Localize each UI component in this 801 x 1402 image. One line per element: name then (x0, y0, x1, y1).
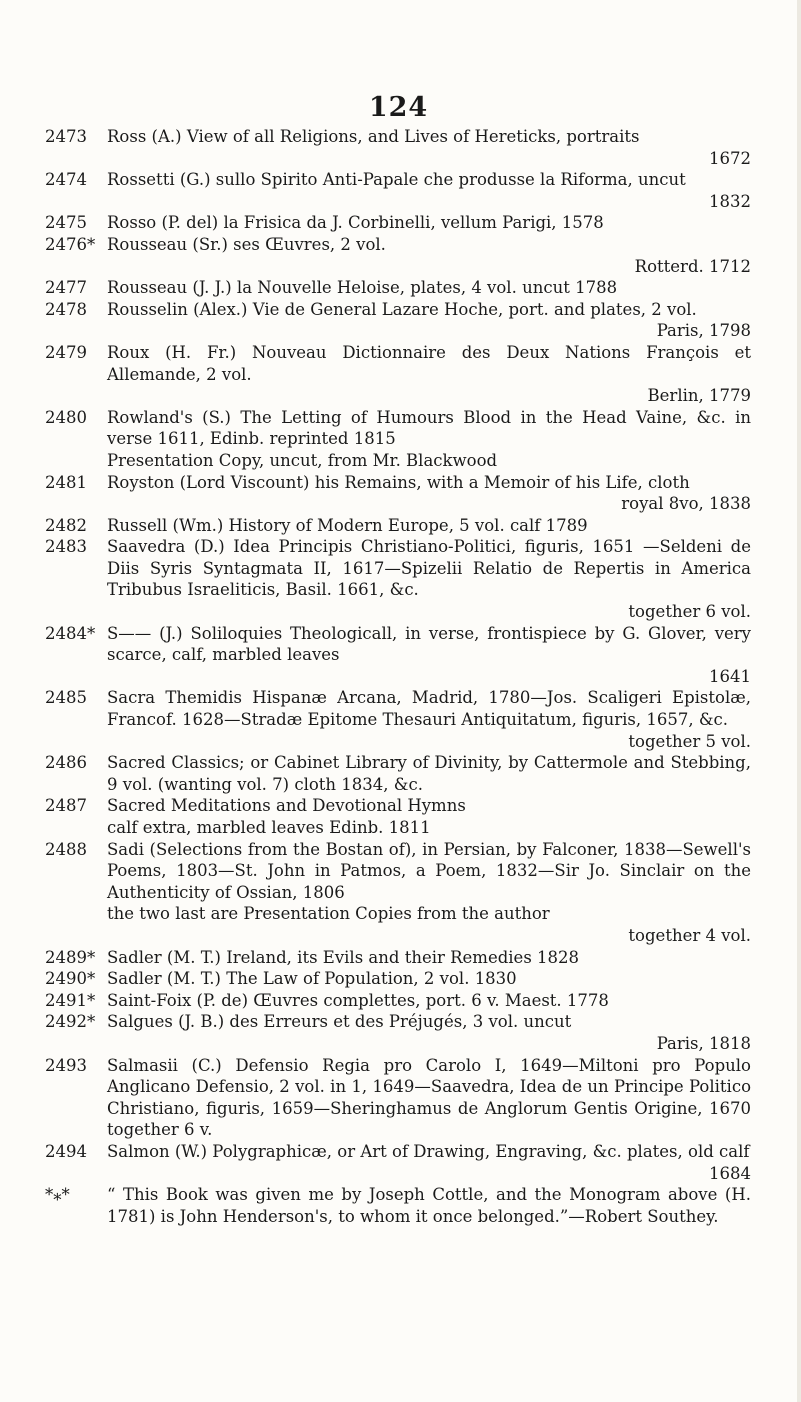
catalogue-entries (45, 126, 751, 1227)
entry-line: Rousseau (Sr.) ses Œuvres, 2 vol. (107, 234, 386, 254)
entry-number: 2473 (45, 127, 87, 146)
catalogue-entry (45, 839, 751, 947)
entry-line: Saavedra (D.) Idea Principis Christiano-Politici, figuris, 1651 —Seldeni de Diis Syris Syntagmata II, 1617—Spizelii Relatio de Repertis in America Tribubus Israeliticis, Basil. 1661, &c. (107, 537, 751, 600)
entry-number: 2484* (45, 623, 96, 643)
catalogue-entry (45, 968, 751, 990)
entry-number: 2492* (45, 1012, 96, 1032)
entry-line: Sacra Themidis Hispanæ Arcana, Madrid, 1780—Jos. Scaligeri Epistolæ, Francof. 1628—Stradæ Epitome Thesauri Antiquitatum, figuris, 1657, &c. (107, 688, 751, 730)
entry-number: 2485 (45, 688, 87, 708)
entry-number: 2478 (45, 299, 87, 319)
entry-line: the two last are Presentation Copies from the author (107, 904, 550, 924)
entry-line: 1684 (709, 1163, 751, 1183)
entry-text (107, 752, 751, 795)
entry-number: 2487 (45, 796, 87, 816)
entry-text (107, 234, 751, 277)
catalogue-entry (45, 234, 751, 277)
entry-text (107, 126, 751, 169)
entry-line: Sacred Classics; or Cabinet Library of Divinity, by Cattermole and Stebbing, 9 vol. (wanting vol. 7) cloth 1834, &c. (107, 753, 751, 794)
entry-line: 1641 (709, 666, 751, 686)
entry-number: 2483 (45, 537, 87, 557)
catalogue-entry (45, 472, 751, 515)
entry-text (107, 947, 751, 969)
catalogue-entry (45, 277, 751, 299)
entry-line: Presentation Copy, uncut, from Mr. Blackwood (107, 450, 498, 470)
catalogue-entry (45, 990, 751, 1012)
entry-text (107, 623, 751, 688)
entry-text (107, 687, 751, 752)
catalogue-entry (45, 1055, 751, 1141)
entry-line: Rossetti (G.) sullo Spirito Anti-Papale che produsse la Riforma, uncut (107, 170, 686, 190)
catalogue-entry (45, 169, 751, 212)
entry-line: Saint-Foix (P. de) Œuvres complettes, port. 6 v. Maest. 1778 (107, 990, 609, 1010)
entry-line: S—— (J.) Soliloquies Theologicall, in verse, frontispiece by G. Glover, very scarce, calf, marbled leaves (107, 623, 751, 665)
entry-text (107, 342, 751, 407)
entry-number: *⁎* (45, 1185, 70, 1205)
entry-text (107, 1184, 751, 1227)
entry-line: royal 8vo, 1838 (621, 494, 751, 514)
entry-line: Rowland's (S.) The Letting of Humours Blood in the Head Vaine, &c. in verse 1611, Edinb. reprinted 1815 (107, 407, 751, 449)
entry-text (107, 1011, 751, 1054)
entry-text (107, 212, 751, 234)
entry-line: Rousselin (Alex.) Vie de General Lazare Hoche, port. and plates, 2 vol. (107, 299, 697, 319)
catalogue-entry (45, 1011, 751, 1054)
entry-line: 1672 (709, 148, 751, 168)
catalogue-entry (45, 687, 751, 752)
catalogue-entry (45, 126, 751, 169)
entry-number: 2491* (45, 990, 96, 1010)
entry-text (107, 407, 751, 472)
entry-line: Salgues (J. B.) des Erreurs et des Préjugés, 3 vol. uncut (107, 1012, 572, 1032)
entry-line: together 6 vol. (628, 602, 751, 622)
page-number: 124 (368, 92, 429, 123)
entry-text (107, 1055, 751, 1141)
entry-text (107, 1141, 751, 1184)
entry-text (107, 472, 751, 515)
entry-number: 2486 (45, 753, 87, 773)
entry-number: 2490* (45, 969, 96, 989)
entry-line: Berlin, 1779 (647, 386, 751, 406)
entry-line: Paris, 1798 (656, 321, 751, 341)
entry-line: Royston (Lord Viscount) his Remains, with a Memoir of his Life, cloth (107, 472, 690, 492)
catalogue-entry (45, 795, 751, 838)
entry-line: Roux (H. Fr.) Nouveau Dictionnaire des Deux Nations François et Allemande, 2 vol. (107, 342, 751, 384)
entry-number: 2476* (45, 234, 96, 254)
entry-number: 2482 (45, 515, 87, 535)
entry-text (107, 968, 751, 990)
catalogue-entry (45, 515, 751, 537)
entry-line: 1832 (709, 191, 751, 211)
catalogue-entry (45, 212, 751, 234)
entry-number: 2480 (45, 407, 87, 427)
catalogue-entry (45, 947, 751, 969)
entry-text (107, 839, 751, 947)
entry-text (107, 277, 751, 299)
entry-line: Rousseau (J. J.) la Nouvelle Heloise, plates, 4 vol. uncut 1788 (107, 278, 618, 298)
entry-number: 2488 (45, 839, 87, 859)
entry-text (107, 515, 751, 537)
entry-line: together 5 vol. (628, 731, 751, 751)
entry-line: Russell (Wm.) History of Modern Europe, 5 vol. calf 1789 (107, 515, 588, 535)
entry-line: Salmon (W.) Polygraphicæ, or Art of Drawing, Engraving, &c. plates, old calf (107, 1141, 750, 1161)
entry-text (107, 990, 751, 1012)
catalogue-entry (45, 752, 751, 795)
entry-number: 2481 (45, 472, 87, 492)
catalogue-entry (45, 407, 751, 472)
entry-number: 2475 (45, 213, 87, 233)
catalogue-entry (45, 536, 751, 622)
catalogue-entry (45, 299, 751, 342)
entry-line: Rotterd. 1712 (634, 256, 751, 276)
entry-line: Paris, 1818 (656, 1033, 751, 1053)
entry-line: Ross (A.) View of all Religions, and Lives of Hereticks, portraits (107, 127, 640, 146)
entry-number: 2474 (45, 170, 87, 190)
entry-line: Sadler (M. T.) The Law of Population, 2 vol. 1830 (107, 969, 517, 989)
entry-number: 2479 (45, 342, 87, 362)
entry-number: 2494 (45, 1141, 87, 1161)
entry-line: Sacred Meditations and Devotional Hymns (107, 796, 466, 816)
catalogue-entry (45, 623, 751, 688)
catalogue-entry (45, 1141, 751, 1184)
entry-line: together 4 vol. (628, 925, 751, 945)
entry-line: Sadi (Selections from the Bostan of), in Persian, by Falconer, 1838—Sewell's Poems, 1803—St. John in Patmos, a Poem, 1832—Sir Jo. Sinclair on the Authenticity of Ossian, 1806 (107, 839, 751, 902)
entry-number: 2493 (45, 1055, 87, 1075)
entry-line: “ This Book was given me by Joseph Cottle, and the Monogram above (H. 1781) is John Henderson's, to whom it once belonged.”—Robert Southey. (107, 1185, 751, 1226)
catalogue-entry (45, 342, 751, 407)
entry-number: 2489* (45, 947, 96, 967)
entry-number: 2477 (45, 278, 87, 298)
entry-line: Sadler (M. T.) Ireland, its Evils and their Remedies 1828 (107, 947, 580, 967)
entry-line: Salmasii (C.) Defensio Regia pro Carolo I, 1649—Miltoni pro Populo Anglicano Defensio, 2 vol. in 1, 1649—Saavedra, Idea de un Principe Politico Christiano, figuris, 1659—Sheringhamus de Anglorum Gentis Origine, 1670 together 6 v. (107, 1055, 751, 1140)
entry-text (107, 299, 751, 342)
entry-text (107, 536, 751, 622)
entry-line: Rosso (P. del) la Frisica da J. Corbinelli, vellum Parigi, 1578 (107, 213, 604, 233)
entry-text (107, 795, 751, 838)
entry-line: calf extra, marbled leaves Edinb. 1811 (107, 818, 431, 837)
entry-text (107, 169, 751, 212)
catalogue-entry (45, 1184, 751, 1227)
